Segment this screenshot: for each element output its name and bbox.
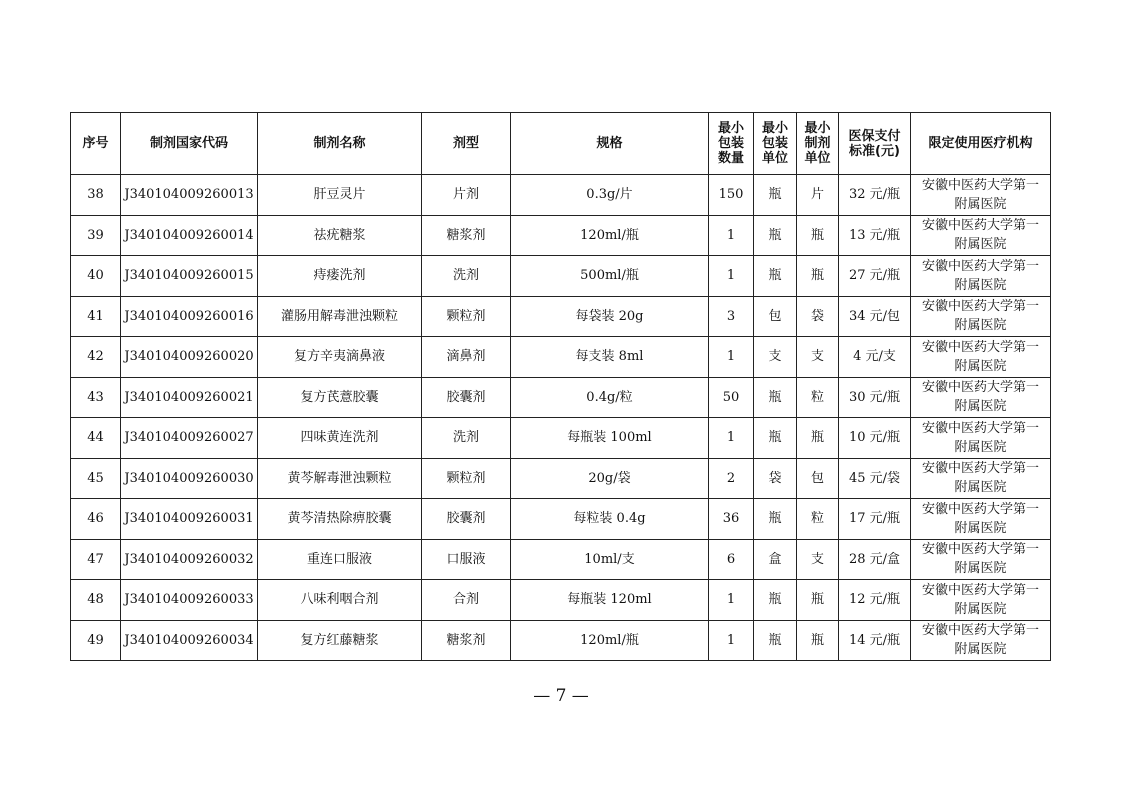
cell-dosage-form: 洗剂 xyxy=(422,256,511,297)
cell-insurance-standard: 27 元/瓶 xyxy=(839,256,911,297)
cell-dosage-form: 颗粒剂 xyxy=(422,296,511,337)
cell-specification: 每袋装 20g xyxy=(511,296,709,337)
cell-preparation-name: 八味利咽合剂 xyxy=(258,580,422,621)
cell-restricted-institution: 安徽中医药大学第一 附属医院 xyxy=(911,499,1051,540)
table-row xyxy=(71,458,1051,499)
cell-min-pack-unit: 包 xyxy=(754,296,797,337)
cell-restricted-institution: 安徽中医药大学第一 附属医院 xyxy=(911,377,1051,418)
cell-min-pack-qty: 1 xyxy=(709,418,754,459)
table-row xyxy=(71,377,1051,418)
cell-preparation-name: 祛疣糖浆 xyxy=(258,215,422,256)
cell-specification: 每粒装 0.4g xyxy=(511,499,709,540)
cell-national-code: J340104009260027 xyxy=(121,418,258,459)
cell-preparation-name: 黄芩解毒泄浊颗粒 xyxy=(258,458,422,499)
cell-preparation-name: 复方芪薏胶囊 xyxy=(258,377,422,418)
cell-restricted-institution: 安徽中医药大学第一 附属医院 xyxy=(911,337,1051,378)
cell-min-pack-unit: 瓶 xyxy=(754,215,797,256)
cell-national-code: J340104009260015 xyxy=(121,256,258,297)
cell-dosage-form: 胶囊剂 xyxy=(422,499,511,540)
cell-specification: 每瓶装 120ml xyxy=(511,580,709,621)
cell-min-pack-unit: 瓶 xyxy=(754,580,797,621)
cell-preparation-name: 肝豆灵片 xyxy=(258,175,422,216)
cell-min-pack-qty: 1 xyxy=(709,620,754,661)
cell-restricted-institution: 安徽中医药大学第一 附属医院 xyxy=(911,256,1051,297)
table-row xyxy=(71,175,1051,216)
cell-specification: 0.4g/粒 xyxy=(511,377,709,418)
cell-insurance-standard: 17 元/瓶 xyxy=(839,499,911,540)
cell-min-prep-unit: 支 xyxy=(797,337,839,378)
cell-dosage-form: 糖浆剂 xyxy=(422,620,511,661)
cell-insurance-standard: 34 元/包 xyxy=(839,296,911,337)
cell-insurance-standard: 30 元/瓶 xyxy=(839,377,911,418)
cell-preparation-name: 黄芩清热除痹胶囊 xyxy=(258,499,422,540)
table-row xyxy=(71,418,1051,459)
cell-seq: 40 xyxy=(71,256,121,297)
cell-dosage-form: 滴鼻剂 xyxy=(422,337,511,378)
cell-dosage-form: 合剂 xyxy=(422,580,511,621)
cell-national-code: J340104009260030 xyxy=(121,458,258,499)
table-row xyxy=(71,539,1051,580)
cell-seq: 47 xyxy=(71,539,121,580)
cell-dosage-form: 胶囊剂 xyxy=(422,377,511,418)
cell-restricted-institution: 安徽中医药大学第一 附属医院 xyxy=(911,458,1051,499)
cell-min-pack-qty: 2 xyxy=(709,458,754,499)
cell-min-pack-qty: 6 xyxy=(709,539,754,580)
cell-min-prep-unit: 瓶 xyxy=(797,418,839,459)
cell-min-prep-unit: 袋 xyxy=(797,296,839,337)
header-preparation-name: 制剂名称 xyxy=(258,113,422,175)
cell-specification: 120ml/瓶 xyxy=(511,620,709,661)
cell-specification: 500ml/瓶 xyxy=(511,256,709,297)
cell-national-code: J340104009260014 xyxy=(121,215,258,256)
table-row xyxy=(71,215,1051,256)
cell-restricted-institution: 安徽中医药大学第一 附属医院 xyxy=(911,620,1051,661)
cell-insurance-standard: 14 元/瓶 xyxy=(839,620,911,661)
cell-min-pack-qty: 3 xyxy=(709,296,754,337)
cell-dosage-form: 片剂 xyxy=(422,175,511,216)
cell-specification: 每瓶装 100ml xyxy=(511,418,709,459)
cell-min-pack-qty: 1 xyxy=(709,580,754,621)
cell-seq: 44 xyxy=(71,418,121,459)
cell-min-pack-unit: 瓶 xyxy=(754,377,797,418)
cell-insurance-standard: 45 元/袋 xyxy=(839,458,911,499)
cell-national-code: J340104009260021 xyxy=(121,377,258,418)
header-restricted-institution: 限定使用医疗机构 xyxy=(911,113,1051,175)
cell-min-pack-qty: 36 xyxy=(709,499,754,540)
cell-min-pack-qty: 50 xyxy=(709,377,754,418)
cell-min-pack-unit: 袋 xyxy=(754,458,797,499)
cell-insurance-standard: 32 元/瓶 xyxy=(839,175,911,216)
cell-restricted-institution: 安徽中医药大学第一 附属医院 xyxy=(911,418,1051,459)
cell-seq: 49 xyxy=(71,620,121,661)
cell-seq: 43 xyxy=(71,377,121,418)
table-header xyxy=(71,113,1051,175)
cell-min-pack-unit: 支 xyxy=(754,337,797,378)
cell-insurance-standard: 12 元/瓶 xyxy=(839,580,911,621)
header-specification: 规格 xyxy=(511,113,709,175)
table-row xyxy=(71,580,1051,621)
table-body xyxy=(71,175,1051,661)
table-row xyxy=(71,256,1051,297)
cell-seq: 48 xyxy=(71,580,121,621)
cell-national-code: J340104009260031 xyxy=(121,499,258,540)
cell-min-prep-unit: 粒 xyxy=(797,499,839,540)
cell-specification: 20g/袋 xyxy=(511,458,709,499)
cell-min-prep-unit: 粒 xyxy=(797,377,839,418)
cell-dosage-form: 颗粒剂 xyxy=(422,458,511,499)
cell-national-code: J340104009260013 xyxy=(121,175,258,216)
cell-seq: 46 xyxy=(71,499,121,540)
cell-preparation-name: 四味黄连洗剂 xyxy=(258,418,422,459)
cell-national-code: J340104009260033 xyxy=(121,580,258,621)
table-row xyxy=(71,337,1051,378)
header-row xyxy=(71,113,1051,175)
cell-restricted-institution: 安徽中医药大学第一 附属医院 xyxy=(911,215,1051,256)
cell-preparation-name: 复方红藤糖浆 xyxy=(258,620,422,661)
table-row xyxy=(71,296,1051,337)
cell-min-prep-unit: 包 xyxy=(797,458,839,499)
cell-min-prep-unit: 瓶 xyxy=(797,580,839,621)
cell-restricted-institution: 安徽中医药大学第一 附属医院 xyxy=(911,580,1051,621)
cell-min-prep-unit: 片 xyxy=(797,175,839,216)
cell-min-pack-unit: 瓶 xyxy=(754,256,797,297)
cell-min-pack-unit: 瓶 xyxy=(754,499,797,540)
cell-min-pack-unit: 盒 xyxy=(754,539,797,580)
header-national-code: 制剂国家代码 xyxy=(121,113,258,175)
table-row xyxy=(71,620,1051,661)
cell-preparation-name: 灌肠用解毒泄浊颗粒 xyxy=(258,296,422,337)
cell-dosage-form: 洗剂 xyxy=(422,418,511,459)
cell-preparation-name: 复方辛夷滴鼻液 xyxy=(258,337,422,378)
cell-national-code: J340104009260016 xyxy=(121,296,258,337)
cell-min-prep-unit: 瓶 xyxy=(797,620,839,661)
header-min-prep-unit: 最小 制剂 单位 xyxy=(797,113,839,175)
cell-restricted-institution: 安徽中医药大学第一 附属医院 xyxy=(911,175,1051,216)
cell-preparation-name: 重连口服液 xyxy=(258,539,422,580)
cell-specification: 10ml/支 xyxy=(511,539,709,580)
header-min-pack-qty: 最小 包装 数量 xyxy=(709,113,754,175)
cell-national-code: J340104009260020 xyxy=(121,337,258,378)
cell-min-pack-qty: 150 xyxy=(709,175,754,216)
cell-restricted-institution: 安徽中医药大学第一 附属医院 xyxy=(911,539,1051,580)
header-min-pack-unit: 最小 包装 单位 xyxy=(754,113,797,175)
cell-min-pack-unit: 瓶 xyxy=(754,620,797,661)
cell-insurance-standard: 10 元/瓶 xyxy=(839,418,911,459)
cell-min-pack-qty: 1 xyxy=(709,215,754,256)
cell-preparation-name: 痔瘘洗剂 xyxy=(258,256,422,297)
cell-min-pack-qty: 1 xyxy=(709,337,754,378)
header-dosage-form: 剂型 xyxy=(422,113,511,175)
cell-insurance-standard: 13 元/瓶 xyxy=(839,215,911,256)
cell-dosage-form: 糖浆剂 xyxy=(422,215,511,256)
cell-min-prep-unit: 支 xyxy=(797,539,839,580)
cell-seq: 39 xyxy=(71,215,121,256)
cell-dosage-form: 口服液 xyxy=(422,539,511,580)
cell-seq: 41 xyxy=(71,296,121,337)
cell-seq: 42 xyxy=(71,337,121,378)
cell-min-pack-unit: 瓶 xyxy=(754,418,797,459)
cell-seq: 45 xyxy=(71,458,121,499)
cell-min-prep-unit: 瓶 xyxy=(797,256,839,297)
cell-insurance-standard: 28 元/盒 xyxy=(839,539,911,580)
cell-national-code: J340104009260034 xyxy=(121,620,258,661)
header-insurance-standard: 医保支付 标准(元) xyxy=(839,113,911,175)
formulary-table xyxy=(70,112,1051,661)
cell-min-prep-unit: 瓶 xyxy=(797,215,839,256)
cell-insurance-standard: 4 元/支 xyxy=(839,337,911,378)
cell-min-pack-unit: 瓶 xyxy=(754,175,797,216)
table-row xyxy=(71,499,1051,540)
cell-specification: 120ml/瓶 xyxy=(511,215,709,256)
cell-specification: 0.3g/片 xyxy=(511,175,709,216)
cell-seq: 38 xyxy=(71,175,121,216)
cell-specification: 每支装 8ml xyxy=(511,337,709,378)
cell-min-pack-qty: 1 xyxy=(709,256,754,297)
cell-national-code: J340104009260032 xyxy=(121,539,258,580)
page-number: — 7 — xyxy=(533,686,589,706)
header-seq: 序号 xyxy=(71,113,121,175)
cell-restricted-institution: 安徽中医药大学第一 附属医院 xyxy=(911,296,1051,337)
